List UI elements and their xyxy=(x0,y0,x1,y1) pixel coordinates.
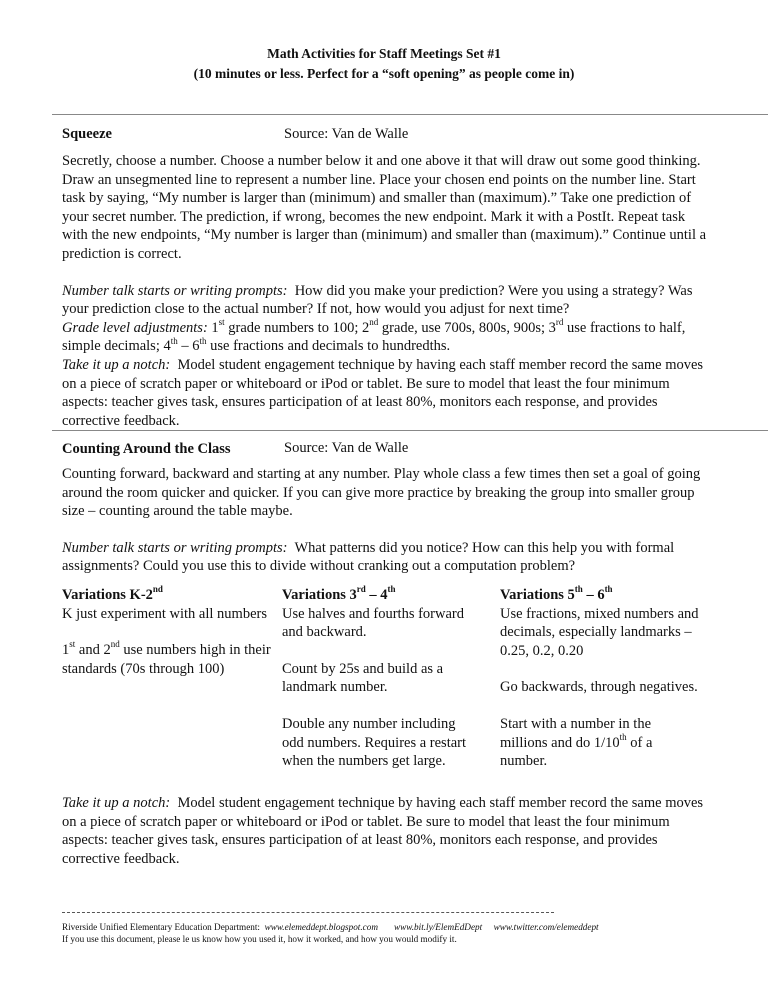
grade-sup: nd xyxy=(369,316,379,327)
counting-prompts xyxy=(62,539,712,576)
variations-k2-line1: K just experiment with all numbers xyxy=(62,605,267,622)
prompts-text: How did you make your prediction? Were you using a strategy? Was your prediction close to the actual number? If not, how would you adjust for next time? xyxy=(62,282,693,318)
heading-sup: nd xyxy=(152,584,163,595)
heading-text: Variations 3 xyxy=(282,587,357,603)
grade-text: 1 xyxy=(62,642,70,659)
variations-3-4-line2: Count by 25s and build as a landmark number. xyxy=(282,660,444,696)
variations-5-6-column xyxy=(500,586,700,771)
counting-description: Counting forward, backward and starting at any number. Play whole class a few times then set a goal of going around the room quicker and quicker. If you can give more practice by breaking the group into smaller group size – counting around the table maybe. xyxy=(62,466,701,520)
grade-sup: nd xyxy=(110,639,120,650)
heading-text: – 4 xyxy=(365,587,388,603)
grade-text: 1 xyxy=(211,319,219,336)
counting-title: Counting Around the Class xyxy=(62,441,231,457)
variations-3-4-heading xyxy=(282,586,472,605)
line-text: of a number. xyxy=(500,734,653,770)
footer-blog-link[interactable]: www.elemeddept.blogspot.com xyxy=(264,922,378,932)
counting-notch xyxy=(62,794,712,868)
notch-text: Model student engagement technique by having each staff member record the same moves on a piece of scratch paper or whiteboard or iPod or tablet. Be sure to model that least the four minimum aspects: teacher gives task, ensures participation of at least 80%, monitors each response, and provides corrective feedback. xyxy=(62,795,704,867)
variations-k2-heading xyxy=(62,586,277,605)
grade-text: grade numbers to 100; 2 xyxy=(224,319,370,336)
line-text: Start with a number in the millions and do 1/10 xyxy=(500,715,652,751)
footer-divider xyxy=(62,912,554,913)
counting-notch-block xyxy=(62,794,712,868)
prompts-text: What patterns did you notice? How can this help you with formal assignments? Could you use this to divide without cranking out a computation problem? xyxy=(62,539,675,575)
footer-org: Riverside Unified Elementary Education Department: xyxy=(62,922,260,932)
section-divider xyxy=(52,430,768,431)
grade-text: and 2 xyxy=(75,642,111,659)
grade-label: Grade level adjustments: xyxy=(62,319,208,336)
variations-3-4-line3: Double any number including odd numbers. Requires a restart when the numbers get large. xyxy=(282,715,467,770)
grade-text: – 6 xyxy=(177,338,200,355)
variations-3-4-column xyxy=(282,586,472,771)
counting-body xyxy=(62,465,712,576)
variations-5-6-line3 xyxy=(500,715,700,771)
grade-sup: st xyxy=(218,316,225,327)
squeeze-title: Squeeze xyxy=(62,126,112,142)
document-subtitle: (10 minutes or less. Perfect for a “soft opening” as people come in) xyxy=(193,66,575,81)
section-divider xyxy=(52,114,768,115)
grade-sup: th xyxy=(199,335,207,346)
heading-sup: rd xyxy=(356,584,366,595)
grade-sup: th xyxy=(170,335,178,346)
squeeze-source: Source: Van de Walle xyxy=(284,126,409,142)
squeeze-notch xyxy=(62,356,712,430)
grade-sup: rd xyxy=(555,316,564,327)
variations-k2-line2 xyxy=(62,641,277,678)
grade-text: use numbers high in their standards (70s through 100) xyxy=(62,642,271,677)
heading-sup: th xyxy=(574,584,583,595)
variations-3-4-line1: Use halves and fourths forward and backward. xyxy=(282,605,465,641)
grade-text: grade, use 700s, 800s, 900s; 3 xyxy=(378,319,556,336)
heading-sup: th xyxy=(604,584,613,595)
squeeze-prompts xyxy=(62,282,712,319)
heading-text: Variations 5 xyxy=(500,587,575,603)
variations-5-6-line1: Use fractions, mixed numbers and decimals, especially landmarks – 0.25, 0.2, 0.20 xyxy=(500,605,699,659)
heading-sup: th xyxy=(387,584,396,595)
grade-text: use fractions to half, simple decimals; 4 xyxy=(62,319,686,355)
notch-text: Model student engagement technique by having each staff member record the same moves on a piece of scratch paper or whiteboard or iPod or tablet. Be sure to model that least the four minimum aspects: teacher gives task, ensures participation of at least 80%, monitors each response, and provides corrective feedback. xyxy=(62,356,704,429)
footer-links xyxy=(62,922,762,934)
variations-5-6-heading xyxy=(500,586,700,605)
squeeze-description: Secretly, choose a number. Choose a number below it and one above it that will draw out some good thinking. Draw an unsegmented line to represent a number line. Place your chosen end points on the number line. Start task by saying, “My number is larger than (minimum) and smaller than (maximum).” Take one prediction of your secret number. The prediction, if wrong, becomes the new endpoint. Mark it with a PostIt. Repeat task with the new endpoints, “My number is larger than (minimum) and smaller than (maximum).” Continue until a prediction is correct. xyxy=(62,153,707,262)
squeeze-body xyxy=(62,152,712,430)
variations-5-6-line2: Go backwards, through negatives. xyxy=(500,679,698,696)
grade-sup: st xyxy=(69,639,76,650)
prompts-label: Number talk starts or writing prompts: xyxy=(62,539,288,556)
line-sup: th xyxy=(619,731,627,742)
prompts-label: Number talk starts or writing prompts: xyxy=(62,282,288,299)
heading-text: – 6 xyxy=(582,587,605,603)
counting-source: Source: Van de Walle xyxy=(284,440,409,456)
footer-twitter-link[interactable]: www.twitter.com/elemeddept xyxy=(493,922,599,932)
squeeze-grade-adjustments xyxy=(62,316,712,356)
document-title: Math Activities for Staff Meetings Set #1 xyxy=(267,46,501,61)
grade-text: use fractions and decimals to hundredths. xyxy=(206,338,451,355)
notch-label: Take it up a notch: xyxy=(62,356,171,373)
footer-bitly-link[interactable]: www.bit.ly/ElemEdDept xyxy=(394,922,483,932)
heading-text: Variations K-2 xyxy=(62,587,153,603)
notch-label: Take it up a notch: xyxy=(62,795,171,811)
variations-k2-column xyxy=(62,586,277,678)
footer-note: If you use this document, please le us know how you used it, how it worked, and how you would modify it. xyxy=(62,934,457,944)
